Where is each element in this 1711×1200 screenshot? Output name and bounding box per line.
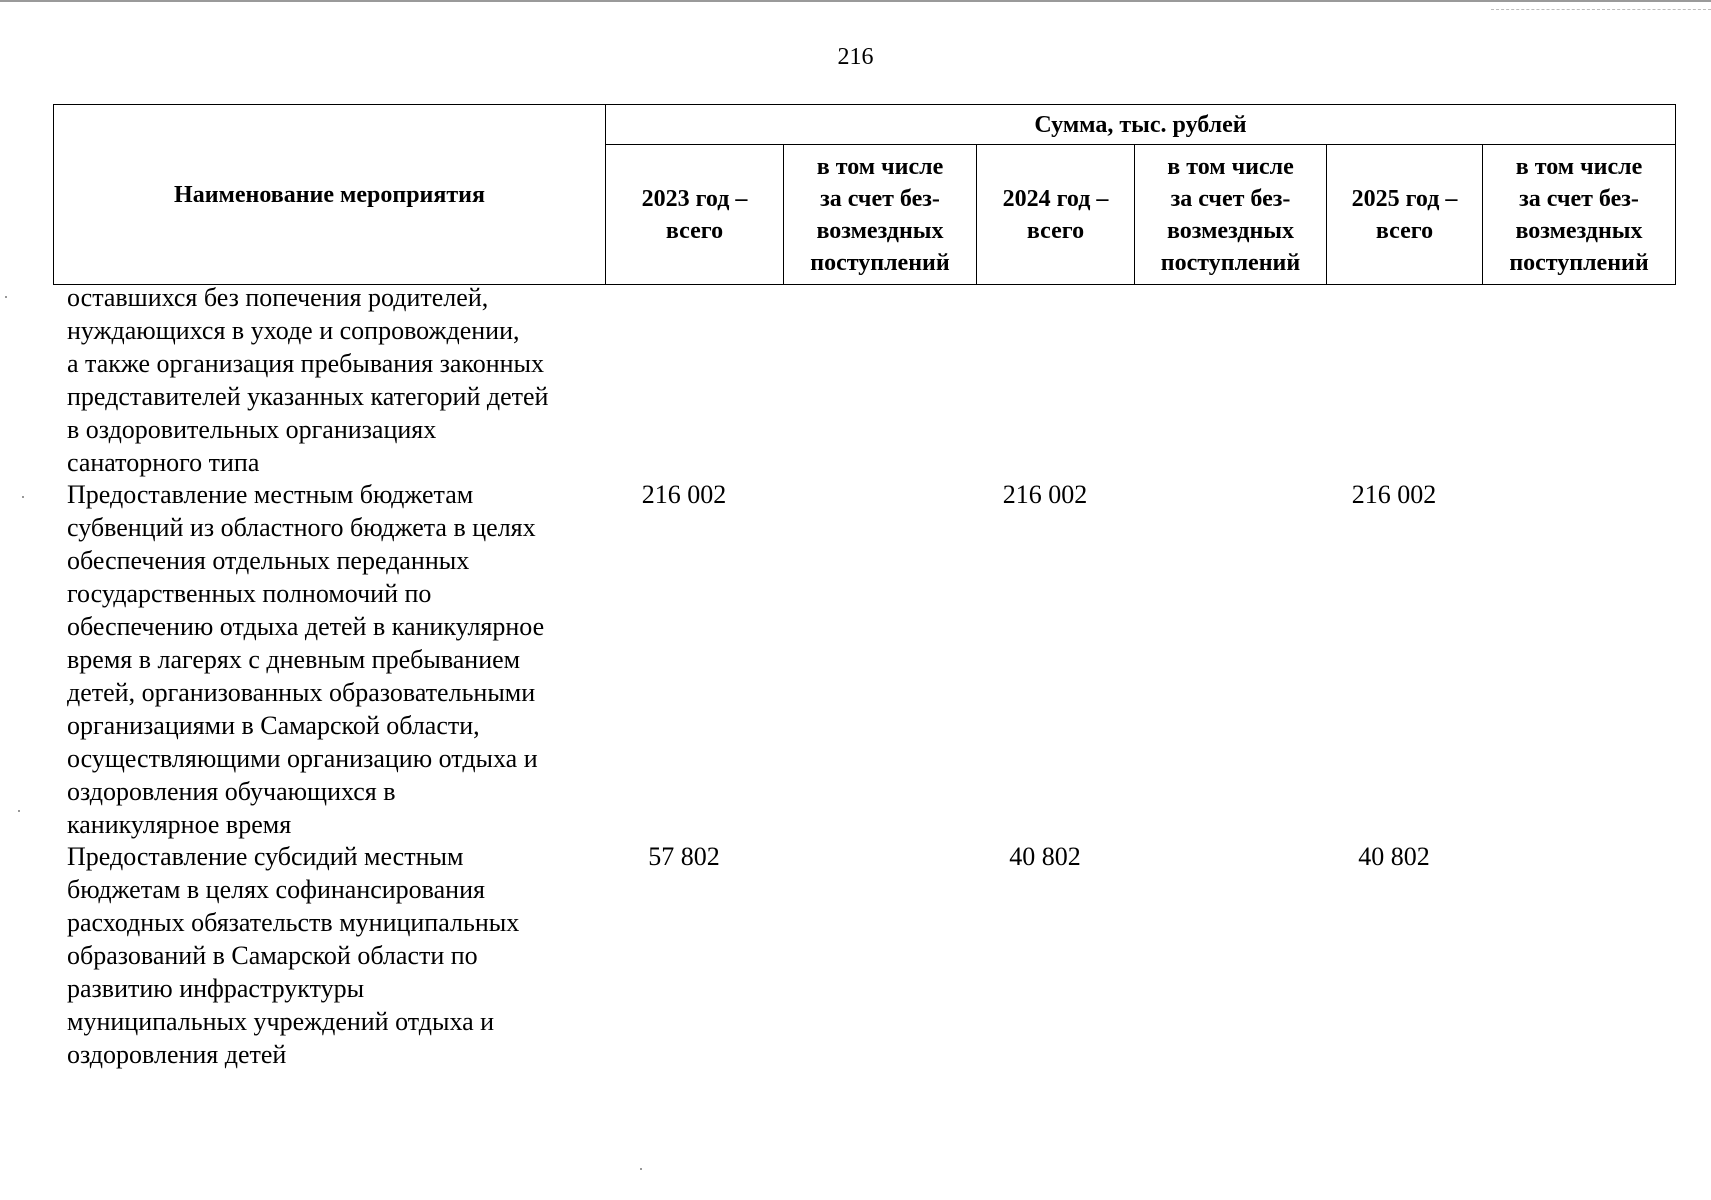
header-2023-free: в том числе за счет без- возмездных поступлений <box>784 145 977 285</box>
scan-speck <box>640 1168 642 1170</box>
header-name-column: Наименование мероприятия <box>54 105 606 285</box>
table-row <box>53 282 1675 479</box>
row-name: Предоставление субсидий местным бюджетам в целях софинансирования расходных обязательств муниципальных образований в Самарской области по развитию инфраструктуры муниципальных учреждений отдыха и оздоровления детей <box>67 842 520 1069</box>
page-number: 216 <box>837 44 874 70</box>
scan-speck <box>22 496 24 498</box>
header-2023-total: 2023 год – всего <box>606 145 784 285</box>
table-body <box>53 282 1675 1072</box>
scan-edge-dash <box>1491 9 1711 11</box>
scan-speck <box>18 810 20 812</box>
row-2024-total: 216 002 <box>1002 480 1088 510</box>
scan-speck <box>5 296 7 298</box>
header-2024-total: 2024 год – всего <box>977 145 1135 285</box>
row-2023-total: 57 802 <box>648 842 720 872</box>
row-2025-total: 40 802 <box>1358 842 1430 872</box>
row-name: Предоставление местным бюджетам субвенций из областного бюджета в целях обеспечения отдельных переданных государственных полномочий по обеспечению отдыха детей в каникулярное время в лагерях с дневным пребыванием детей, организованных образовательными организациями в Самарской области, осуществляющими организацию отдыха и оздоровления обучающихся в каникулярное время <box>67 480 545 839</box>
scan-edge-line <box>0 0 1711 2</box>
header-2024-free: в том числе за счет без- возмездных поступлений <box>1135 145 1327 285</box>
table-row <box>53 841 1675 1071</box>
header-sum-group: Сумма, тыс. рублей <box>606 105 1676 145</box>
row-2023-total: 216 002 <box>641 480 727 510</box>
header-2025-free: в том числе за счет без- возмездных поступлений <box>1483 145 1676 285</box>
row-name: оставшихся без попечения родителей, нуждающихся в уходе и сопровождении, а также организация пребывания законных представителей указанных категорий детей в оздоровительных организациях санаторного типа <box>67 283 549 477</box>
table-row <box>53 479 1675 841</box>
header-2025-total: 2025 год – всего <box>1327 145 1483 285</box>
table-header <box>53 104 1676 285</box>
row-2025-total: 216 002 <box>1351 480 1437 510</box>
row-2024-total: 40 802 <box>1009 842 1081 872</box>
